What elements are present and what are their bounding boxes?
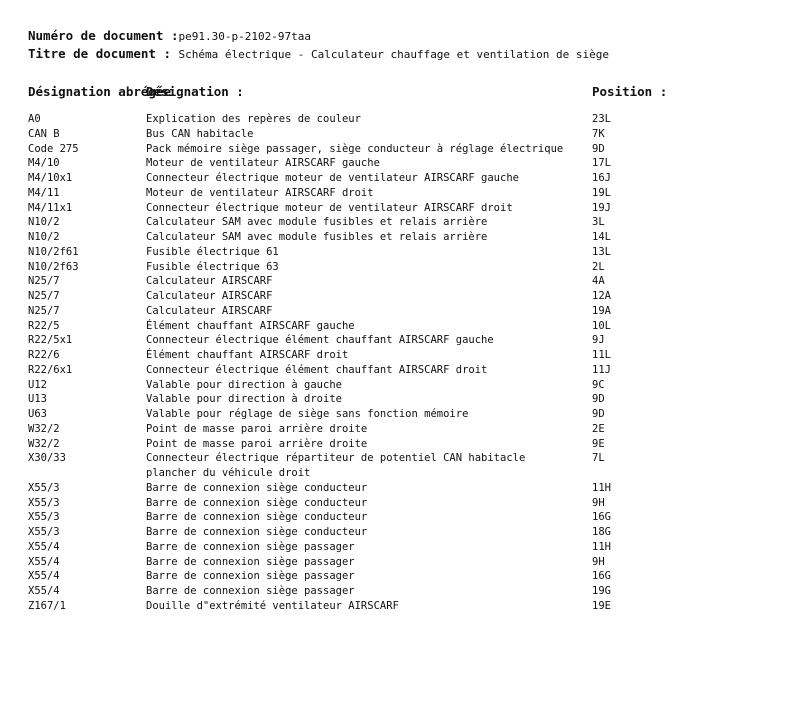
row-abbreviation: W32/2	[28, 437, 60, 450]
list-item	[0, 274, 795, 289]
list-item	[0, 230, 795, 245]
row-position: 9J	[592, 334, 605, 347]
row-abbreviation: X55/4	[28, 555, 60, 568]
row-position: 14L	[592, 231, 611, 243]
row-abbreviation: N10/2f61	[28, 245, 79, 258]
row-abbreviation: R22/5x1	[28, 334, 73, 347]
list-item	[0, 333, 795, 348]
row-position: 10L	[592, 319, 611, 332]
row-designation: Connecteur électrique répartiteur de potentiel CAN habitacle plancher du véhicule droit	[146, 452, 526, 479]
row-designation: Calculateur SAM avec module fusibles et relais arrière	[146, 216, 488, 229]
row-designation: Douille d"extrémité ventilateur AIRSCARF	[146, 599, 399, 612]
row-designation: Explication des repères de couleur	[146, 113, 361, 125]
list-item	[0, 201, 795, 216]
row-abbreviation: N25/7	[28, 275, 60, 288]
list-item	[0, 245, 795, 260]
row-designation: Calculateur AIRSCARF	[146, 290, 273, 302]
row-abbreviation: X55/4	[28, 540, 60, 553]
list-item	[0, 407, 795, 422]
row-designation: Fusible électrique 61	[146, 245, 279, 258]
list-item	[0, 437, 795, 452]
row-position: 19E	[592, 599, 611, 612]
document-title-value: Schéma électrique - Calculateur chauffage et ventilation de siège	[178, 48, 609, 61]
row-position: 16G	[592, 511, 611, 524]
row-designation: Barre de connexion siège conducteur	[146, 511, 368, 524]
list-item	[0, 304, 795, 319]
row-position: 7L	[592, 452, 605, 465]
row-designation: Élément chauffant AIRSCARF droit	[146, 349, 349, 361]
list-item	[0, 289, 795, 304]
document-number-value: pe91.30-p-2102-97taa	[178, 30, 311, 43]
row-designation: Moteur de ventilateur AIRSCARF gauche	[146, 157, 380, 170]
list-item	[0, 363, 795, 378]
row-position: 18G	[592, 526, 611, 538]
list-item	[0, 156, 795, 171]
list-item	[0, 451, 795, 481]
row-position: 2E	[592, 422, 605, 435]
row-designation: Moteur de ventilateur AIRSCARF droit	[146, 186, 374, 199]
row-designation: Barre de connexion siège conducteur	[146, 496, 368, 509]
list-item	[0, 171, 795, 186]
row-position: 9D	[592, 142, 605, 155]
designation-list	[0, 112, 795, 614]
column-header-abbreviation: Désignation abrégée	[28, 84, 171, 99]
list-item	[0, 127, 795, 142]
row-designation: Point de masse paroi arrière droite	[146, 422, 368, 435]
row-designation: Barre de connexion siège passager	[146, 540, 355, 553]
row-position: 19A	[592, 304, 611, 317]
row-position: 9D	[592, 393, 605, 406]
list-item	[0, 496, 795, 511]
row-position: 16J	[592, 172, 611, 184]
list-item	[0, 215, 795, 230]
row-designation: Connecteur électrique élément chauffant AIRSCARF droit	[146, 363, 488, 376]
row-position: 7K	[592, 127, 605, 140]
row-abbreviation: X55/4	[28, 585, 60, 597]
row-position: 11J	[592, 363, 611, 376]
row-designation: Barre de connexion siège passager	[146, 555, 355, 568]
row-abbreviation: U12	[28, 378, 47, 391]
row-designation: Valable pour direction à droite	[146, 393, 342, 406]
row-abbreviation: N25/7	[28, 290, 60, 302]
list-item	[0, 555, 795, 570]
row-designation: Point de masse paroi arrière droite	[146, 437, 368, 450]
row-position: 9E	[592, 437, 605, 450]
row-designation: Barre de connexion siège conducteur	[146, 526, 368, 538]
list-item	[0, 540, 795, 555]
row-abbreviation: N10/2	[28, 231, 60, 243]
row-position: 2L	[592, 260, 605, 273]
document-title	[28, 46, 609, 61]
row-designation: Barre de connexion siège conducteur	[146, 481, 368, 494]
list-item	[0, 260, 795, 275]
row-designation: Valable pour réglage de siège sans fonction mémoire	[146, 408, 469, 420]
row-position: 13L	[592, 245, 611, 258]
row-abbreviation: X55/3	[28, 481, 60, 494]
row-abbreviation: Z167/1	[28, 599, 66, 612]
row-designation: Calculateur SAM avec module fusibles et relais arrière	[146, 231, 488, 243]
list-item	[0, 525, 795, 540]
row-abbreviation: M4/11	[28, 186, 60, 199]
list-item	[0, 392, 795, 407]
row-position: 9C	[592, 378, 605, 391]
row-position: 9H	[592, 496, 605, 509]
list-item	[0, 422, 795, 437]
row-designation: Bus CAN habitacle	[146, 127, 254, 140]
row-abbreviation: X30/33	[28, 452, 66, 465]
row-abbreviation: X55/3	[28, 526, 60, 538]
document-number-label: Numéro de document :	[28, 28, 179, 43]
row-position: 11L	[592, 349, 611, 361]
list-item	[0, 510, 795, 525]
row-designation: Valable pour direction à gauche	[146, 378, 342, 391]
row-designation: Connecteur électrique élément chauffant AIRSCARF gauche	[146, 334, 494, 347]
list-item	[0, 348, 795, 363]
row-abbreviation: R22/5	[28, 319, 60, 332]
row-abbreviation: A0	[28, 113, 41, 125]
row-abbreviation: U63	[28, 408, 47, 420]
list-item	[0, 584, 795, 599]
row-designation: Calculateur AIRSCARF	[146, 275, 273, 288]
row-designation: Pack mémoire siège passager, siège conducteur à réglage électrique	[146, 142, 564, 155]
row-position: 11H	[592, 540, 611, 553]
row-position: 3L	[592, 216, 605, 229]
list-item	[0, 186, 795, 201]
row-abbreviation: M4/11x1	[28, 201, 73, 214]
row-designation: Connecteur électrique moteur de ventilateur AIRSCARF gauche	[146, 172, 519, 184]
row-abbreviation: N10/2	[28, 216, 60, 229]
list-item	[0, 142, 795, 157]
row-position: 9H	[592, 555, 605, 568]
row-designation: Calculateur AIRSCARF	[146, 304, 273, 317]
document-title-label: Titre de document :	[28, 46, 171, 61]
row-position: 19L	[592, 186, 611, 199]
column-header-designation: Désignation :	[146, 84, 244, 99]
row-abbreviation: X55/4	[28, 570, 60, 583]
row-abbreviation: N10/2f63	[28, 260, 79, 273]
row-designation: Barre de connexion siège passager	[146, 570, 355, 583]
row-position: 19J	[592, 201, 611, 214]
row-abbreviation: M4/10	[28, 157, 60, 170]
row-position: 12A	[592, 290, 611, 302]
row-position: 16G	[592, 570, 611, 583]
column-header-position: Position :	[592, 84, 668, 99]
row-abbreviation: X55/3	[28, 496, 60, 509]
row-designation: Fusible électrique 63	[146, 260, 279, 273]
row-abbreviation: R22/6	[28, 349, 60, 361]
list-item	[0, 319, 795, 334]
row-abbreviation: U13	[28, 393, 47, 406]
list-item	[0, 378, 795, 393]
row-designation: Élément chauffant AIRSCARF gauche	[146, 319, 355, 332]
row-position: 4A	[592, 275, 605, 288]
row-abbreviation: R22/6x1	[28, 363, 73, 376]
row-designation: Barre de connexion siège passager	[146, 585, 355, 597]
row-position: 11H	[592, 481, 611, 494]
row-position: 9D	[592, 408, 605, 420]
row-abbreviation: N25/7	[28, 304, 60, 317]
row-position: 23L	[592, 113, 611, 125]
row-position: 17L	[592, 157, 611, 170]
row-abbreviation: CAN B	[28, 127, 60, 140]
list-item	[0, 599, 795, 614]
row-designation: Connecteur électrique moteur de ventilateur AIRSCARF droit	[146, 201, 513, 214]
list-item	[0, 112, 795, 127]
list-item	[0, 569, 795, 584]
list-item	[0, 481, 795, 496]
row-abbreviation: M4/10x1	[28, 172, 73, 184]
row-abbreviation: X55/3	[28, 511, 60, 524]
row-abbreviation: Code 275	[28, 142, 79, 155]
document-number	[28, 28, 311, 43]
row-position: 19G	[592, 585, 611, 597]
row-abbreviation: W32/2	[28, 422, 60, 435]
